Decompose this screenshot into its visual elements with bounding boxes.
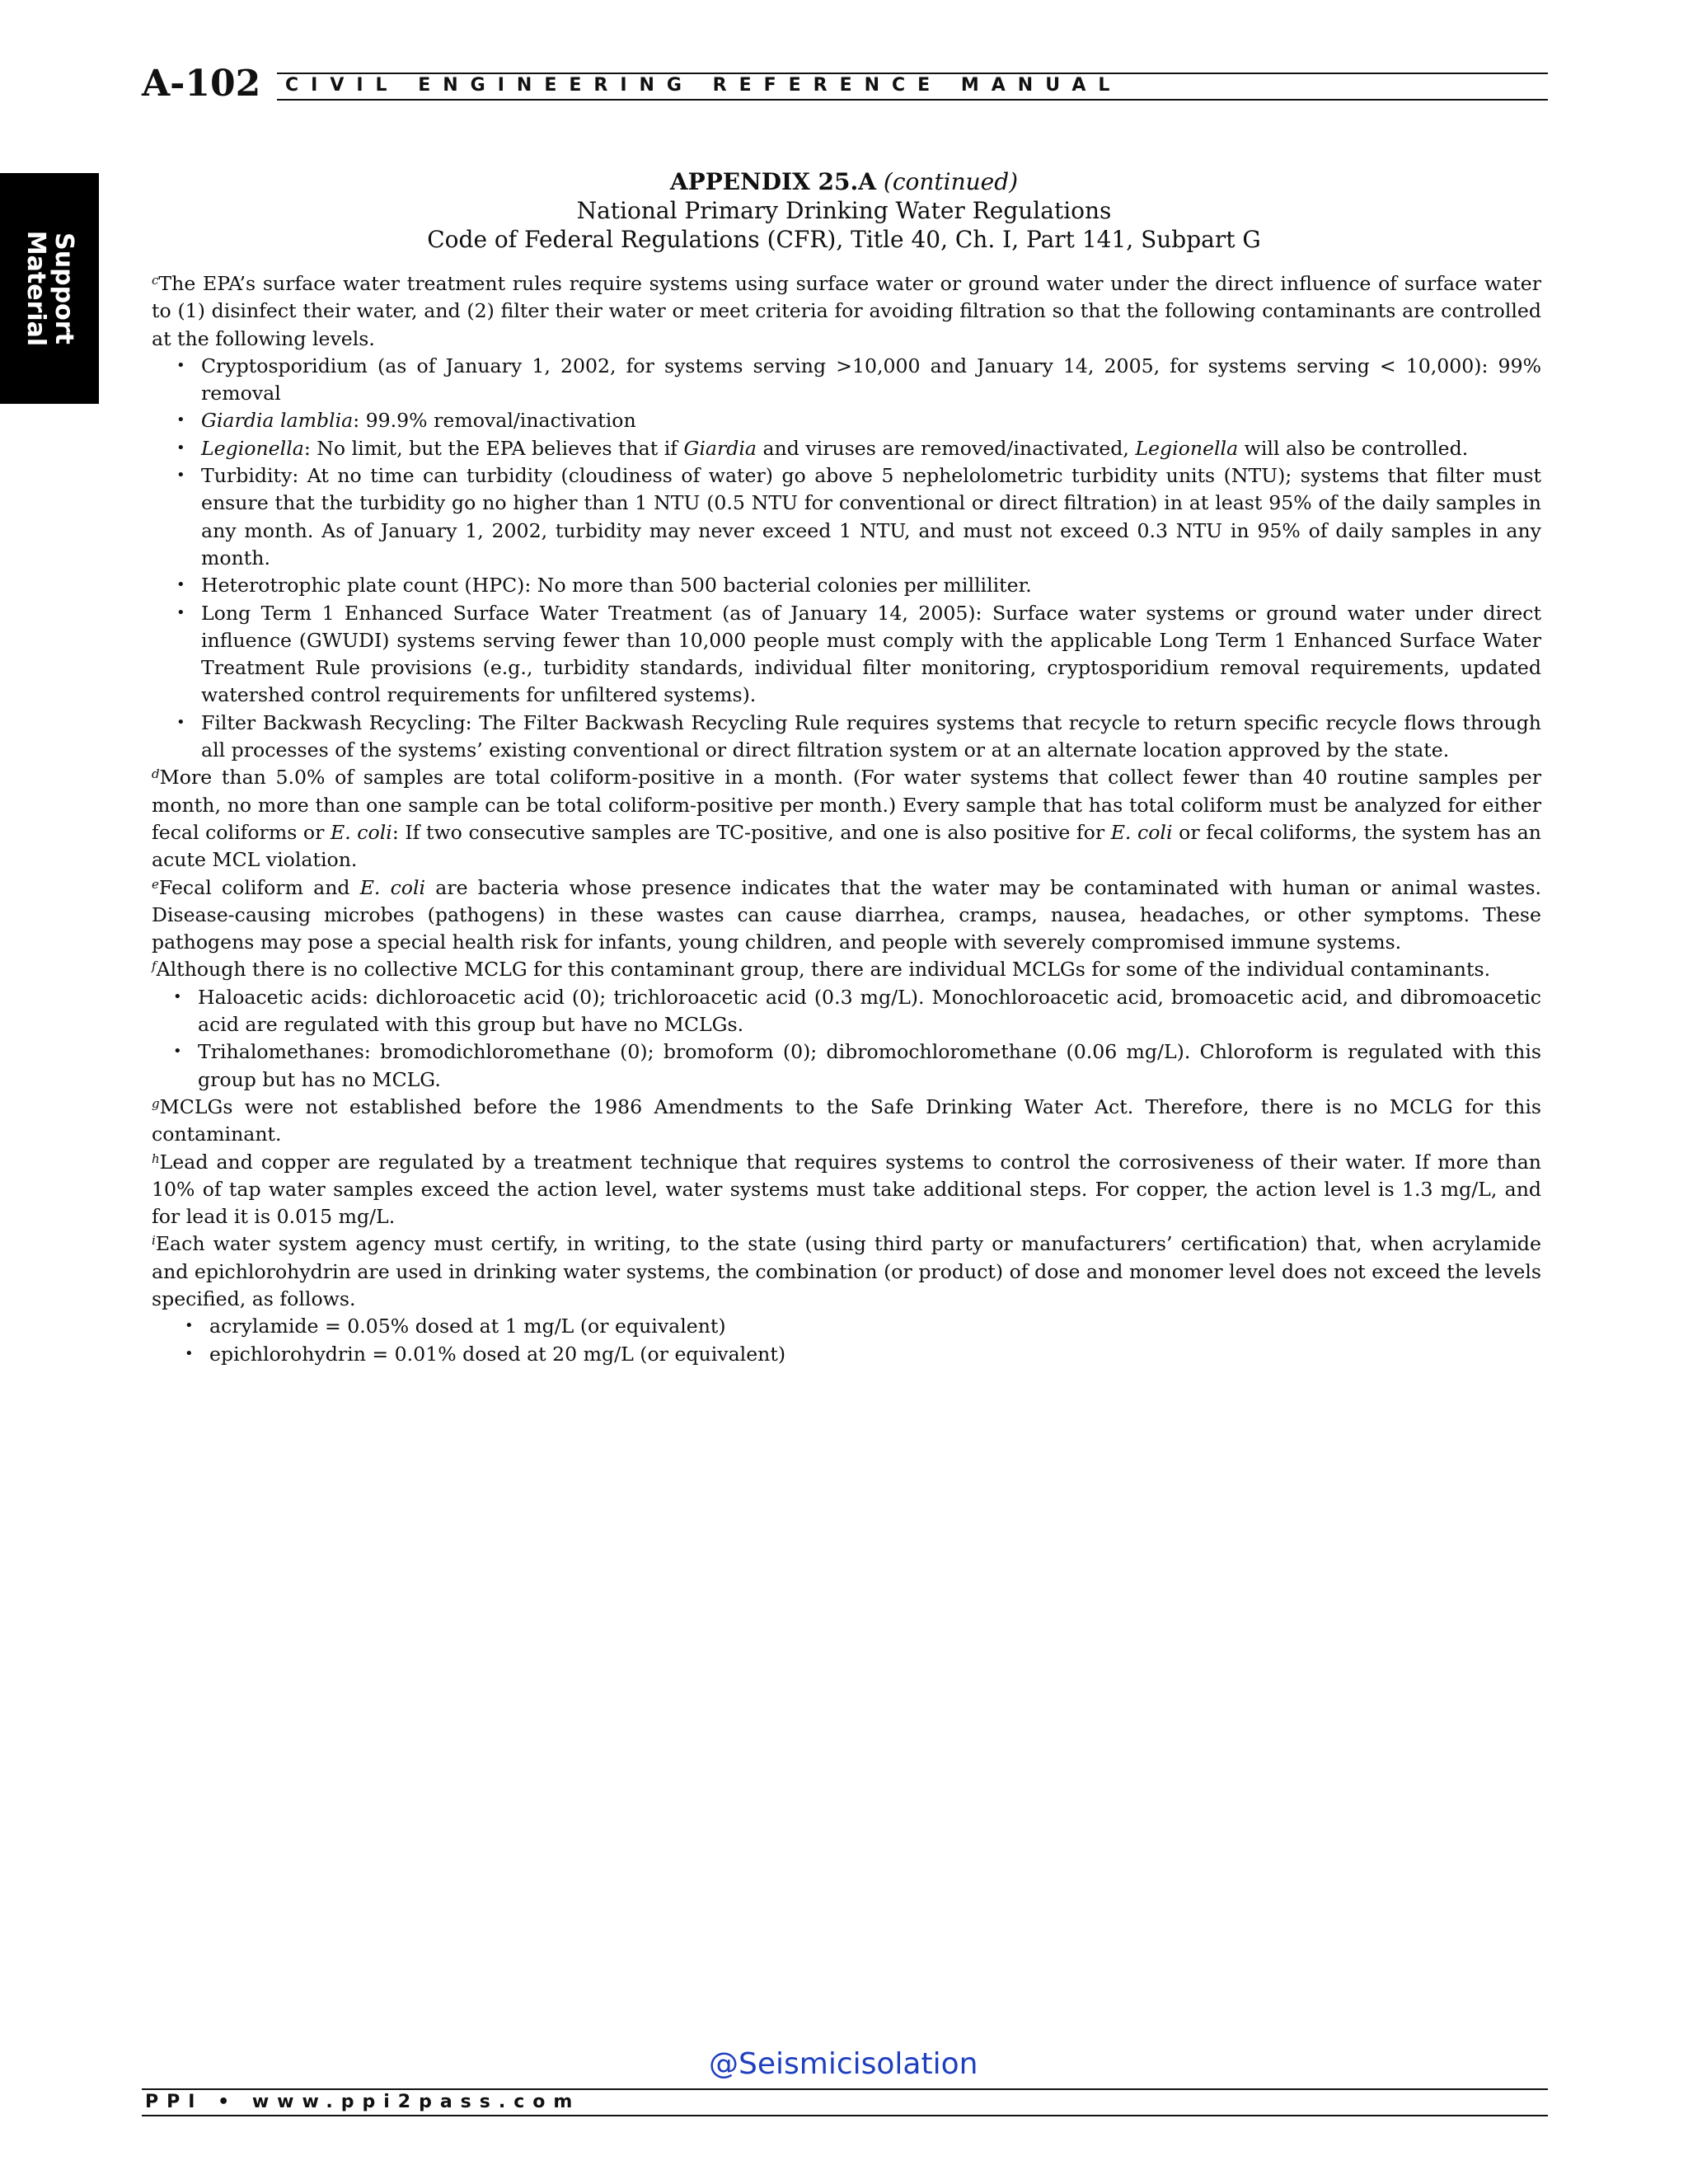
header-rule-bottom (277, 99, 1548, 101)
list-item (198, 1038, 1541, 1094)
note-c (152, 270, 1541, 353)
watermark: @Seismicisolation (709, 2047, 978, 2081)
italic-term: Giardia lamblia (201, 409, 354, 433)
note-marker: i (152, 1233, 156, 1249)
note-d (152, 764, 1541, 874)
appendix-label: APPENDIX 25.A (669, 168, 876, 195)
footer-rule-bottom (142, 2115, 1548, 2116)
appendix-subtitle: National Primary Drinking Water Regulations (576, 197, 1112, 224)
note-e (152, 874, 1541, 957)
side-tab-line2: Material (21, 230, 50, 347)
list-item (198, 984, 1541, 1039)
list-item (201, 407, 1541, 434)
note-marker: f (152, 958, 157, 974)
note-h (152, 1149, 1541, 1231)
note-i-bullets (209, 1313, 1541, 1368)
list-item-text: Cryptosporidium (as of January 1, 2002, for systems serving >10,000 and January 14, 2005, for systems serving < 10,000): 99% removal (201, 354, 1541, 405)
note-marker: e (152, 876, 159, 892)
list-item-text: Turbidity: At no time can turbidity (cloudiness of water) go above 5 nephelolometric turbidity units (NTU); systems that filter must ensure that the turbidity go no higher than 1 NTU (0.5 NTU for conventional or direct filtration) in at least 95% of the daily samples in any month. As of January 1, 2002, turbidity may never exceed 1 NTU, and must not exceed 0.3 NTU in 95% of daily samples in any month. (201, 464, 1541, 569)
note-marker: g (152, 1095, 160, 1111)
note-text: : If two consecutive samples are TC-positive, and one is also positive for (392, 820, 1111, 844)
list-item (209, 1313, 1541, 1340)
list-item (201, 353, 1541, 408)
list-item-text: Heterotrophic plate count (HPC): No more than 500 bacterial colonies per milliliter. (201, 574, 1032, 598)
note-text: Lead and copper are regulated by a treatment technique that requires systems to control the corrosiveness of their water. If more than 10% of tap water samples exceed the action level, water systems must take additional steps. For copper, the action level is 1.3 mg/L, and for lead it is 0.015 mg/L. (152, 1150, 1541, 1229)
italic-term: E. coli (330, 820, 392, 844)
note-marker: c (152, 273, 159, 288)
note-text: Each water system agency must certify, in writing, to the state (using third party or manufacturers’ certification) that, when acrylamide and epichlorohydrin are used in drinking water systems, the combination (or product) of dose and monomer level does not exceed the levels specified, as follows. (152, 1232, 1541, 1310)
footnotes-body (152, 270, 1541, 1368)
list-item-text: epichlorohydrin = 0.01% dosed at 20 mg/L (or equivalent) (209, 1342, 786, 1366)
list-item-text: Filter Backwash Recycling: The Filter Backwash Recycling Rule requires systems that recycle to return specific recycle flows through all processes of the systems’ existing conventional or direct filtration system or at an alternate location approved by the state. (201, 710, 1541, 762)
side-tab-label (21, 231, 77, 346)
manual-title: CIVIL ENGINEERING REFERENCE MANUAL (285, 75, 1123, 96)
note-g (152, 1094, 1541, 1149)
side-tab-line1: Support (49, 232, 78, 344)
list-item (201, 600, 1541, 710)
italic-term: Giardia (683, 436, 757, 460)
note-marker: h (152, 1151, 160, 1166)
note-text: are bacteria whose presence indicates that the water may be contaminated with human or animal wastes. Disease-causing microbes (pathogens) in these wastes can cause diarrhea, cramps, nausea, headaches, or other symptoms. These pathogens may pose a special health risk for infants, young children, and people with severely compromised immune systems. (152, 875, 1541, 954)
list-item (201, 710, 1541, 765)
list-item-text: Haloacetic acids: dichloroacetic acid (0); trichloroacetic acid (0.3 mg/L). Monochloroacetic acid, bromoacetic acid, and dibromoacetic acid are regulated with this group but have no MCLGs. (198, 985, 1541, 1037)
note-text: Although there is no collective MCLG for this contaminant group, there are individual MCLGs for some of the individual contaminants. (156, 958, 1491, 982)
list-item-text: : No limit, but the EPA believes that if (303, 436, 684, 460)
list-item-text: Long Term 1 Enhanced Surface Water Treatment (as of January 14, 2005): Surface water systems or ground water under direct influence (GWUDI) systems serving fewer than 10,000 people must comply with the applicable Long Term 1 Enhanced Surface Water Treatment Rule provisions (e.g., turbidity standards, individual filter monitoring, cryptosporidium removal requirements, updated watershed control requirements for unfiltered systems). (201, 601, 1541, 707)
note-text: Fecal coliform and (158, 875, 360, 899)
note-marker: d (152, 766, 160, 782)
continued-label: (continued) (883, 168, 1019, 195)
list-item-text: acrylamide = 0.05% dosed at 1 mg/L (or equivalent) (209, 1315, 726, 1338)
italic-term: E. coli (359, 875, 426, 899)
note-text: MCLGs were not established before the 1986 Amendments to the Safe Drinking Water Act. Therefore, there is no MCLG for this contaminant. (152, 1094, 1541, 1146)
footer-rule-top (142, 2088, 1548, 2090)
list-item-text: Trihalomethanes: bromodichloromethane (0); bromoform (0); dibromochloromethane (0.06 mg/L). Chloroform is regulated with this group but has no MCLG. (198, 1040, 1541, 1091)
footer-publisher: PPI • www.ppi2pass.com (145, 2092, 581, 2112)
list-item (201, 462, 1541, 572)
italic-term: E. coli (1110, 820, 1173, 844)
list-item (201, 435, 1541, 462)
note-text: or fecal coliforms, the system has an acute MCL violation. (152, 820, 1542, 872)
list-item (201, 572, 1541, 599)
note-text: More than 5.0% of samples are total coliform-positive in a month. (For water systems that collect fewer than 40 routine samples per month, no more than one sample can be total coliform-positive per month.) Every sample that has total coliform must be analyzed for either fecal coliforms or (152, 766, 1541, 844)
page-number: A-102 (142, 63, 261, 105)
list-item-text: and viruses are removed/inactivated, (756, 436, 1136, 460)
note-i (152, 1230, 1541, 1313)
italic-term: Legionella (201, 436, 304, 460)
note-f-bullets (198, 984, 1541, 1094)
appendix-title-block (152, 167, 1536, 254)
note-text: The EPA’s surface water treatment rules require systems using surface water or ground water under the direct influence of surface water to (1) disinfect their water, and (2) filter their water or meet criteria for avoiding filtration so that the following contaminants are controlled at the following levels. (152, 272, 1541, 350)
appendix-cfr-line: Code of Federal Regulations (CFR), Title 40, Ch. I, Part 141, Subpart G (427, 226, 1261, 253)
header-rule-top (277, 73, 1548, 74)
note-c-bullets (201, 353, 1541, 764)
list-item-text: : 99.9% removal/inactivation (353, 409, 636, 433)
list-item (209, 1341, 1541, 1368)
appendix-title (152, 167, 1536, 196)
note-f (152, 956, 1541, 983)
italic-term: Legionella (1135, 436, 1239, 460)
list-item-text: will also be controlled. (1238, 436, 1469, 460)
